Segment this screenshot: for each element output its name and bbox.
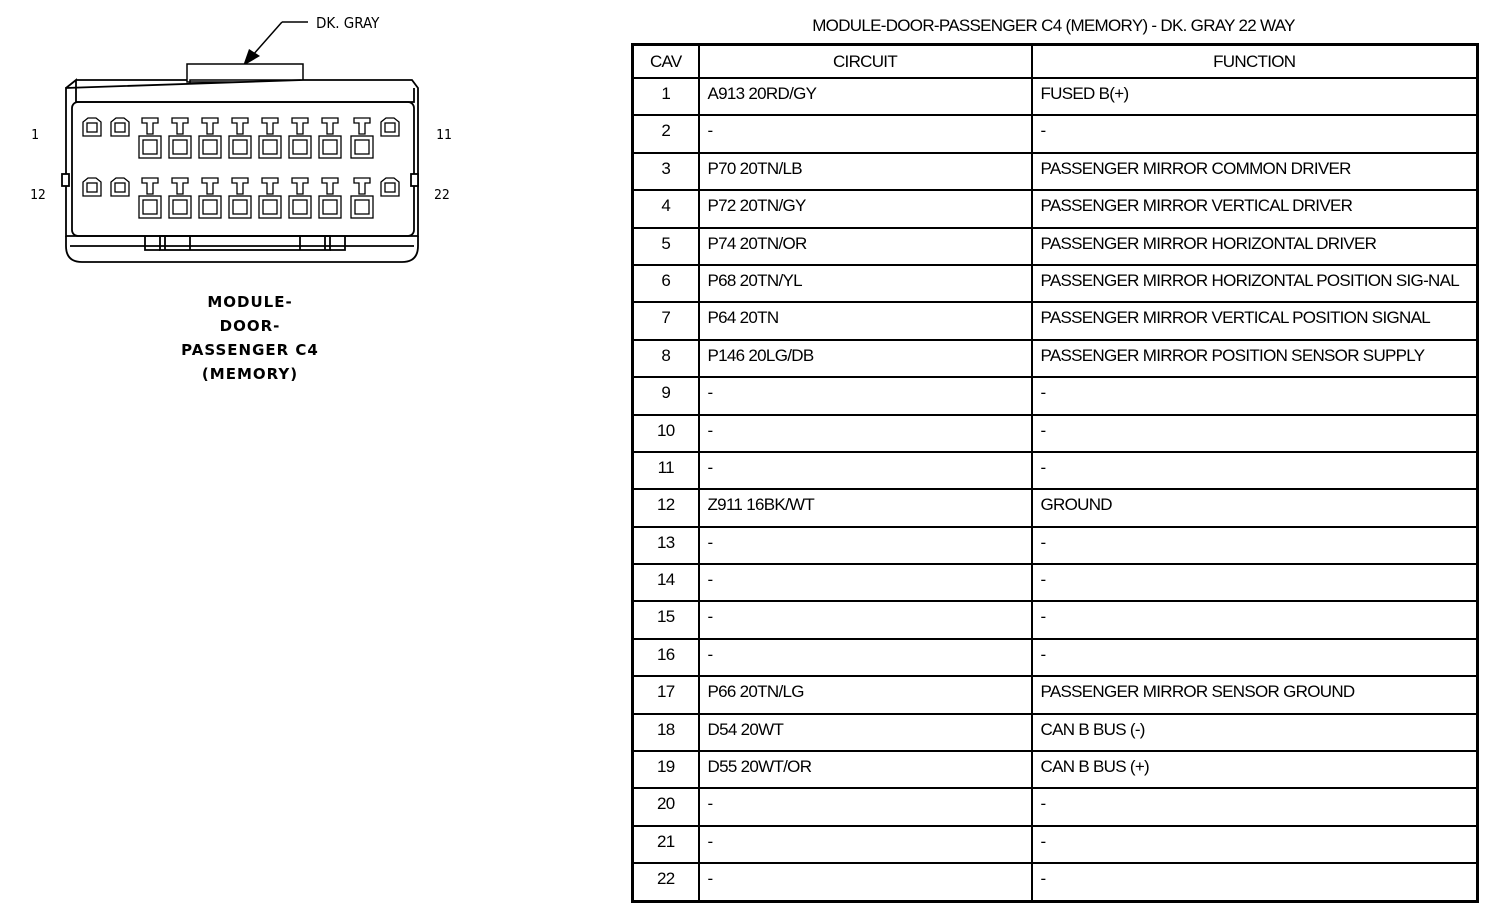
- cavity-label-bottom-left: 12: [30, 188, 46, 203]
- cav-cell: 10: [633, 415, 699, 452]
- table-row: [633, 377, 1478, 414]
- function-cell: PASSENGER MIRROR COMMON DRIVER: [1032, 153, 1478, 190]
- table-row: [633, 751, 1478, 788]
- function-cell: -: [1032, 826, 1478, 863]
- table-row: [633, 601, 1478, 638]
- circuit-cell: P68 20TN/YL: [699, 265, 1032, 302]
- color-label: DK. GRAY: [316, 14, 380, 32]
- table-row: [633, 527, 1478, 564]
- function-cell: PASSENGER MIRROR SENSOR GROUND: [1032, 676, 1478, 713]
- cav-cell: 14: [633, 564, 699, 601]
- cav-cell: 20: [633, 788, 699, 825]
- cav-cell: 3: [633, 153, 699, 190]
- function-cell: -: [1032, 863, 1478, 901]
- table-row: [633, 78, 1478, 115]
- cav-cell: 2: [633, 115, 699, 152]
- function-cell: GROUND: [1032, 489, 1478, 526]
- function-cell: PASSENGER MIRROR POSITION SENSOR SUPPLY: [1032, 340, 1478, 377]
- function-cell: CAN B BUS (+): [1032, 751, 1478, 788]
- cav-cell: 9: [633, 377, 699, 414]
- circuit-cell: -: [699, 377, 1032, 414]
- function-cell: -: [1032, 415, 1478, 452]
- connector-body: [62, 80, 418, 262]
- header-function: FUNCTION: [1032, 45, 1478, 79]
- table-row: [633, 863, 1478, 901]
- table-row: [633, 302, 1478, 339]
- table-row: [633, 228, 1478, 265]
- cav-cell: 1: [633, 78, 699, 115]
- cav-cell: 8: [633, 340, 699, 377]
- circuit-cell: -: [699, 788, 1032, 825]
- table-row: [633, 415, 1478, 452]
- cavity-label-top-right: 11: [436, 128, 452, 143]
- cav-cell: 12: [633, 489, 699, 526]
- table-row: [633, 676, 1478, 713]
- function-cell: -: [1032, 564, 1478, 601]
- cav-cell: 6: [633, 265, 699, 302]
- table-row: [633, 788, 1478, 825]
- circuit-cell: -: [699, 826, 1032, 863]
- table-row: [633, 452, 1478, 489]
- function-cell: -: [1032, 452, 1478, 489]
- circuit-cell: D55 20WT/OR: [699, 751, 1032, 788]
- circuit-cell: Z911 16BK/WT: [699, 489, 1032, 526]
- table-row: [633, 489, 1478, 526]
- cav-cell: 4: [633, 190, 699, 227]
- table-row: [633, 115, 1478, 152]
- function-cell: -: [1032, 527, 1478, 564]
- circuit-cell: P146 20LG/DB: [699, 340, 1032, 377]
- circuit-cell: P66 20TN/LG: [699, 676, 1032, 713]
- color-callout-arrow-line: [252, 22, 282, 56]
- cav-cell: 13: [633, 527, 699, 564]
- cav-cell: 7: [633, 302, 699, 339]
- cav-cell: 5: [633, 228, 699, 265]
- circuit-cell: P70 20TN/LB: [699, 153, 1032, 190]
- circuit-cell: -: [699, 415, 1032, 452]
- circuit-cell: A913 20RD/GY: [699, 78, 1032, 115]
- table-row: [633, 190, 1478, 227]
- function-cell: -: [1032, 115, 1478, 152]
- function-cell: -: [1032, 377, 1478, 414]
- table-row: [633, 826, 1478, 863]
- cav-cell: 11: [633, 452, 699, 489]
- circuit-cell: -: [699, 863, 1032, 901]
- function-cell: PASSENGER MIRROR HORIZONTAL POSITION SIG-NAL: [1032, 265, 1478, 302]
- connector-name-line: (MEMORY): [201, 365, 299, 383]
- function-cell: -: [1032, 788, 1478, 825]
- connector-name-line: PASSENGER C4: [181, 341, 319, 359]
- function-cell: -: [1032, 639, 1478, 676]
- connector-name-line: DOOR-: [219, 317, 281, 335]
- cav-cell: 22: [633, 863, 699, 901]
- pinout-table: [631, 43, 1479, 903]
- connector-name-line: MODULE-: [207, 293, 293, 311]
- function-cell: PASSENGER MIRROR VERTICAL POSITION SIGNAL: [1032, 302, 1478, 339]
- cav-cell: 16: [633, 639, 699, 676]
- table-row: [633, 639, 1478, 676]
- connector-name: [150, 290, 350, 386]
- table-header-row: [633, 45, 1478, 79]
- table-row: [633, 564, 1478, 601]
- cav-cell: 19: [633, 751, 699, 788]
- function-cell: PASSENGER MIRROR HORIZONTAL DRIVER: [1032, 228, 1478, 265]
- cavity-label-top-left: 1: [31, 128, 39, 143]
- circuit-cell: -: [699, 639, 1032, 676]
- circuit-cell: P72 20TN/GY: [699, 190, 1032, 227]
- circuit-cell: -: [699, 115, 1032, 152]
- function-cell: PASSENGER MIRROR VERTICAL DRIVER: [1032, 190, 1478, 227]
- table-title: MODULE-DOOR-PASSENGER C4 (MEMORY) - DK. GRAY 22 WAY: [812, 16, 1295, 35]
- cav-cell: 15: [633, 601, 699, 638]
- cav-cell: 21: [633, 826, 699, 863]
- function-cell: FUSED B(+): [1032, 78, 1478, 115]
- cavity-label-bottom-right: 22: [434, 188, 450, 203]
- header-cav: CAV: [633, 45, 699, 79]
- circuit-cell: -: [699, 527, 1032, 564]
- circuit-cell: D54 20WT: [699, 714, 1032, 751]
- function-cell: CAN B BUS (-): [1032, 714, 1478, 751]
- table-row: [633, 153, 1478, 190]
- cav-cell: 17: [633, 676, 699, 713]
- circuit-cell: -: [699, 564, 1032, 601]
- table-row: [633, 714, 1478, 751]
- table-row: [633, 340, 1478, 377]
- circuit-cell: -: [699, 452, 1032, 489]
- circuit-cell: P64 20TN: [699, 302, 1032, 339]
- cav-cell: 18: [633, 714, 699, 751]
- circuit-cell: P74 20TN/OR: [699, 228, 1032, 265]
- table-row: [633, 265, 1478, 302]
- function-cell: -: [1032, 601, 1478, 638]
- circuit-cell: -: [699, 601, 1032, 638]
- header-circuit: CIRCUIT: [699, 45, 1032, 79]
